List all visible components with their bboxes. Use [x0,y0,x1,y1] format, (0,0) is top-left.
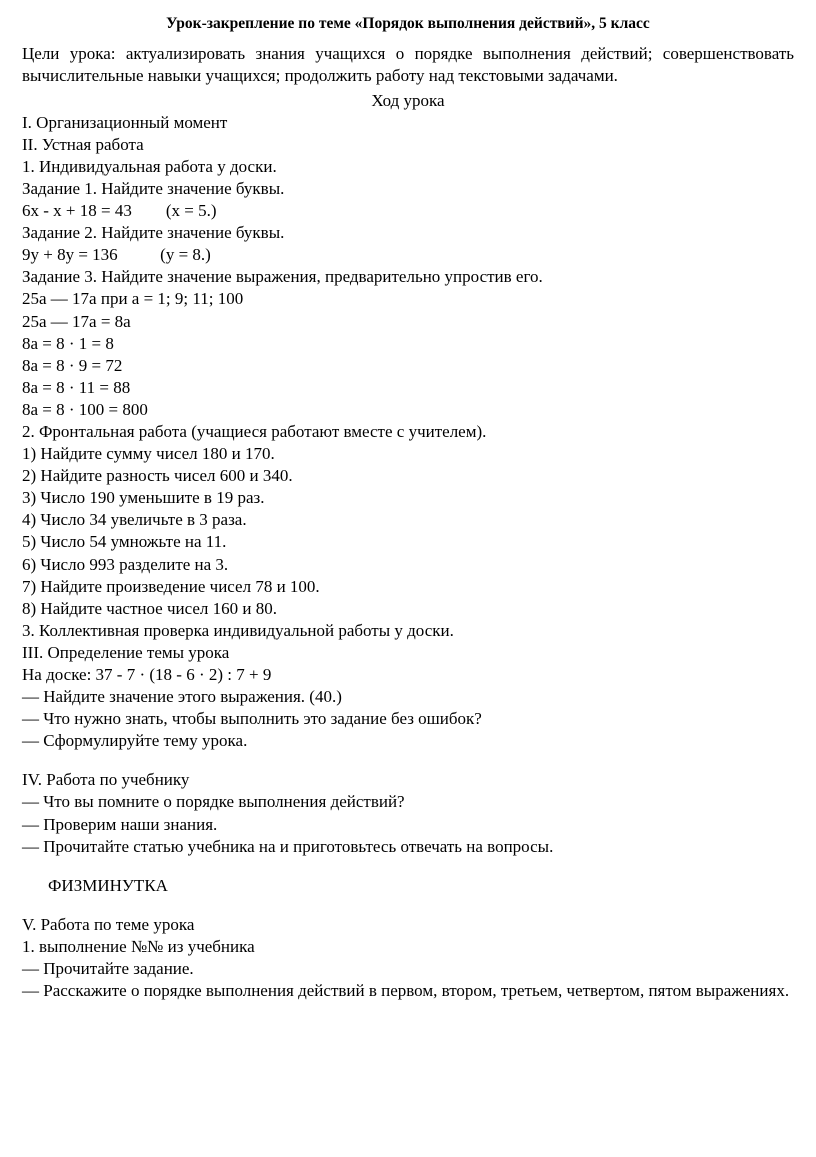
document-line: 6х - х + 18 = 43 (х = 5.) [22,201,217,221]
lesson-goals-paragraph: Цели урока: актуализировать знания учащихся о порядке выполнения действий; совершенствовать вычислительные навыки учащихся; продолжить работу над текстовыми задачами. [22,44,794,86]
lesson-body-part-3 [22,914,794,1002]
page-title: Урок-закрепление по теме «Порядок выполнения действий», 5 класс [166,15,650,32]
document-line: Задание 3. Найдите значение выражения, предварительно упростив его. [22,267,543,287]
document-line: 25а — 17а при а = 1; 9; 11; 100 [22,289,244,309]
document-line: 7) Найдите произведение чисел 78 и 100. [22,576,320,596]
document-line: Задание 2. Найдите значение буквы. [22,223,285,243]
document-line: 1) Найдите сумму чисел 180 и 170. [22,444,275,464]
document-line: — Что вы помните о порядке выполнения действий? [22,792,405,812]
document-line: — Проверим наши знания. [22,814,218,834]
spacer [22,897,794,914]
document-line: IV. Работа по учебнику [22,770,190,790]
document-line: 3. Коллективная проверка индивидуальной работы у доски. [22,620,454,640]
document-line: 1. выполнение №№ из учебника [22,936,255,956]
document-line: 8а = 8 · 1 = 8 [22,333,114,353]
document-line: 25а — 17а = 8а [22,311,131,331]
document-line: Задание 1. Найдите значение буквы. [22,178,285,198]
document-line: 5) Число 54 умножьте на 11. [22,532,227,552]
document-line: 2. Фронтальная работа (учащиеся работают вместе с учителем). [22,421,487,441]
document-line: 8а = 8 · 100 = 800 [22,399,148,419]
document-line: — Расскажите о порядке выполнения действий в первом, втором, третьем, четвертом, пятом выражениях. [22,981,790,1001]
fizminutka-heading: ФИЗМИНУТКА [48,875,168,895]
lesson-body-part-1 [22,112,794,753]
lesson-body-part-2 [22,769,794,857]
document-line: I. Организационный момент [22,112,228,132]
spacer [22,752,794,769]
document-line: — Сформулируйте тему урока. [22,731,248,751]
document-line: 3) Число 190 уменьшите в 19 раз. [22,488,265,508]
course-heading: Ход урока [371,90,445,110]
document-line: V. Работа по теме урока [22,914,195,934]
document-line: 2) Найдите разность чисел 600 и 340. [22,466,293,486]
document-line: III. Определение темы урока [22,642,230,662]
document-line: II. Устная работа [22,134,144,154]
document-line: На доске: 37 - 7 · (18 - 6 · 2) : 7 + 9 [22,665,272,684]
document-line: — Прочитайте задание. [22,959,194,979]
document-line: 8) Найдите частное чисел 160 и 80. [22,598,277,618]
document-line: 1. Индивидуальная работа у доски. [22,156,277,176]
document-line: 4) Число 34 увеличьте в 3 раза. [22,510,247,530]
document-line: 6) Число 993 разделите на 3. [22,554,229,574]
document-line: 8а = 8 · 11 = 88 [22,377,131,397]
document-line: — Найдите значение этого выражения. (40.) [22,687,342,707]
document-line: 8а = 8 · 9 = 72 [22,355,123,375]
document-line: 9у + 8у = 136 (у = 8.) [22,245,211,265]
document-line: — Что нужно знать, чтобы выполнить это задание без ошибок? [22,709,482,729]
document-line: — Прочитайте статью учебника на и приготовьтесь отвечать на вопросы. [22,836,554,856]
spacer [22,858,794,875]
